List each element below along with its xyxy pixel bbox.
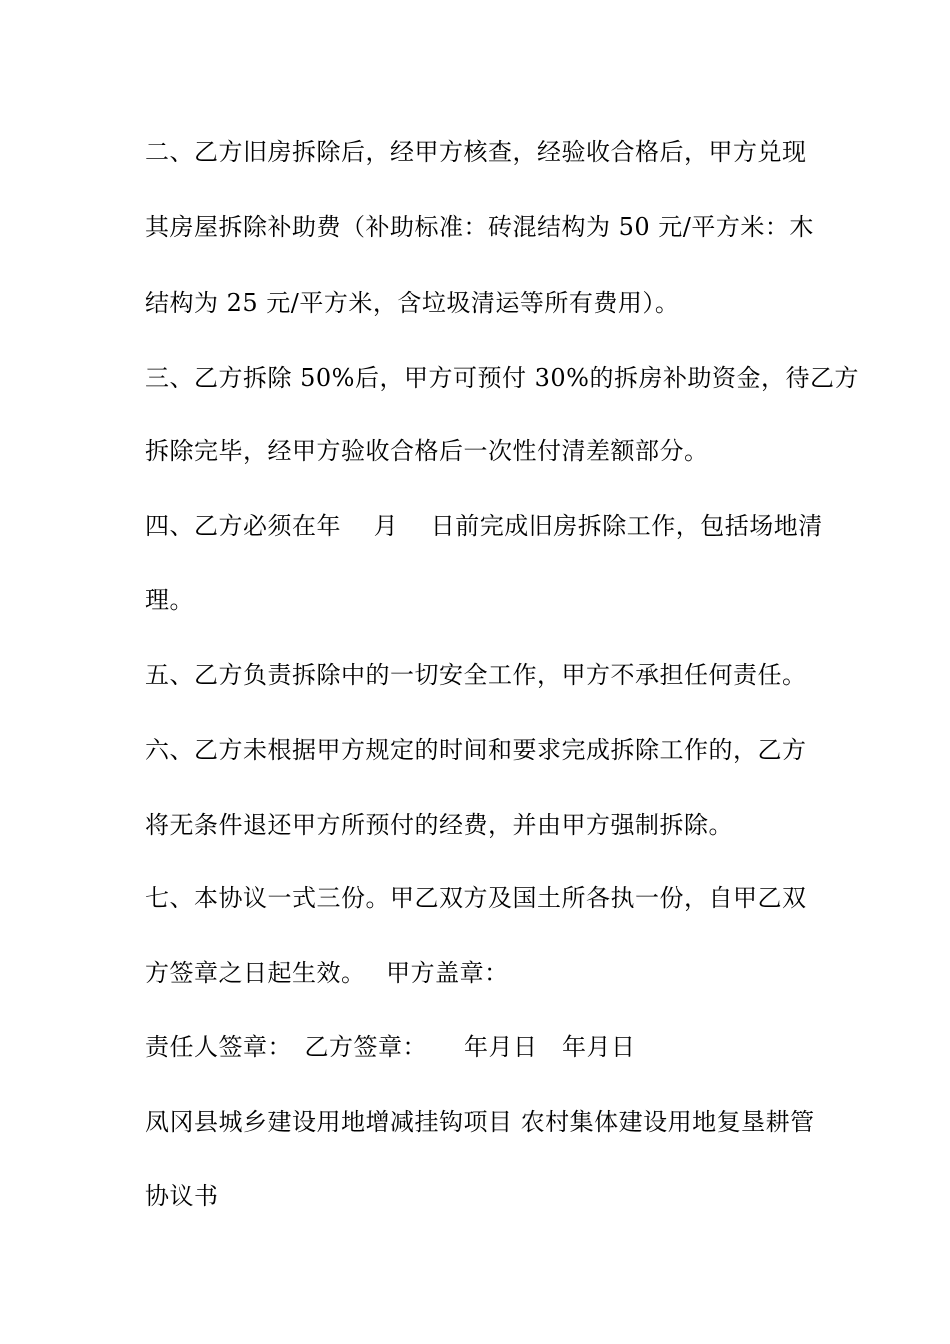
clause-6-line-2: 将无条件退还甲方所预付的经费，并由甲方强制拆除。	[145, 811, 733, 839]
signature-line: 责任人签章： 乙方签章： 年月日 年月日	[145, 1033, 636, 1061]
next-title-line-1: 凤冈县城乡建设用地增减挂钩项目 农村集体建设用地复垦耕管	[145, 1108, 815, 1136]
clause-5-line-1: 五、乙方负责拆除中的一切安全工作，甲方不承担任何责任。	[145, 661, 807, 689]
clause-7-line-2: 方签章之日起生效。 甲方盖章：	[145, 959, 509, 987]
clause-2-line-2: 其房屋拆除补助费（补助标准：砖混结构为 50 元/平方米：木	[145, 213, 814, 241]
clause-3-line-1: 三、乙方拆除 50%后，甲方可预付 30%的拆房补助资金，待乙方	[145, 364, 859, 392]
clause-2-line-1: 二、乙方旧房拆除后，经甲方核查，经验收合格后，甲方兑现	[145, 138, 807, 166]
clause-4-line-2: 理。	[145, 586, 194, 614]
clause-6-line-1: 六、乙方未根据甲方规定的时间和要求完成拆除工作的，乙方	[145, 736, 807, 764]
clause-2-line-3: 结构为 25 元/平方米，含垃圾清运等所有费用）。	[145, 289, 680, 317]
next-title-line-2: 协议书	[145, 1182, 219, 1210]
clause-3-line-2: 拆除完毕，经甲方验收合格后一次性付清差额部分。	[145, 437, 709, 465]
clause-4-line-1: 四、乙方必须在年 月 日前完成旧房拆除工作，包括场地清	[145, 512, 823, 540]
clause-7-line-1: 七、本协议一式三份。甲乙双方及国土所各执一份，自甲乙双	[145, 884, 807, 912]
